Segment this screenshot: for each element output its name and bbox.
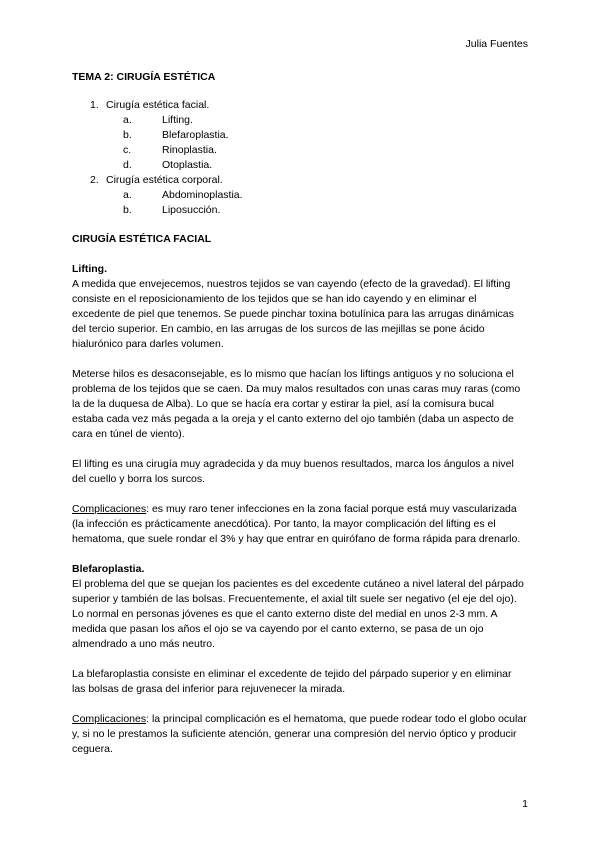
- outline-sublabel: Otoplastia.: [162, 159, 213, 171]
- outline-label: Cirugía estética facial.: [106, 99, 210, 111]
- section-heading: CIRUGÍA ESTÉTICA FACIAL: [72, 233, 212, 245]
- lifting-paragraph-3: El lifting es una cirugía muy agradecida y da muy buenos resultados, marca los ángulos a nivel del cuello y borra los surcos.: [72, 458, 514, 485]
- outline-sublabel: Lifting.: [162, 114, 193, 126]
- outline-subnumber: d.: [123, 159, 132, 171]
- complications-text: : la principal complicación es el hematoma, que puede rodear todo el globo ocular y, si no le prestamos la suficiente atención, generar una compresión del nervio óptico y producir ceguera.: [72, 713, 527, 755]
- outline-sublist: [106, 188, 527, 218]
- outline-number: 2.: [90, 174, 99, 186]
- outline-subitem: [106, 203, 527, 218]
- outline-subitem: [106, 113, 527, 128]
- outline-item: [72, 98, 527, 173]
- outline-subnumber: b.: [123, 129, 132, 141]
- outline-number: 1.: [90, 99, 99, 111]
- outline-subitem: [106, 143, 527, 158]
- lifting-complications: [72, 502, 527, 547]
- outline-sublabel: Rinoplastia.: [162, 144, 217, 156]
- document-body: [72, 70, 527, 772]
- lifting-paragraph-2: Meterse hilos es desaconsejable, es lo mismo que hacían los liftings antiguos y no soluciona el problema de los tejidos que se caen. Da muy malos resultados con unas caras muy raras (como la de la duquesa de Alba). Lo que se hacía era cortar y estirar la piel, así la comisura bucal estaba cada vez más pegada a la oreja y el canto externo del ojo también (daba un aspecto de cara en túnel de viento).: [72, 368, 521, 440]
- outline-subnumber: a.: [123, 189, 132, 201]
- page-number: 1: [522, 798, 528, 810]
- header-author: Julia Fuentes: [465, 38, 528, 50]
- lifting-paragraph-1: A medida que envejecemos, nuestros tejidos se van cayendo (efecto de la gravedad). El lifting consiste en el reposicionamiento de los tejidos que se han ido cayendo y en eliminar el excedente de piel que tenemos. Se puede pinchar toxina botulínica para las arrugas dinámicas del tercio superior. En cambio, en las arrugas de los surcos de las mejillas se pone ácido hialurónico para darles volumen.: [72, 278, 514, 350]
- outline-subitem: [106, 128, 527, 143]
- blefaroplastia-paragraph-1: El problema del que se quejan los pacientes es del excedente cutáneo a nivel lateral del párpado superior y también de las bolsas. Frecuentemente, el axial tilt suele ser negativo (el eje del ojo). Lo normal en personas jóvenes es que el canto externo diste del medial en unos 2-3 mm. A medida que pasan los años el ojo se va cayendo por el canto externo, se pasa de un ojo almendrado a uno más neutro.: [72, 578, 524, 650]
- outline-list: [72, 98, 527, 218]
- complications-label: Complicaciones: [72, 503, 147, 515]
- outline-sublist: [106, 113, 527, 173]
- outline-item: [72, 173, 527, 218]
- outline-subitem: [106, 158, 527, 173]
- document-title: TEMA 2: CIRUGÍA ESTÉTICA: [72, 71, 216, 83]
- outline-label: Cirugía estética corporal.: [106, 174, 223, 186]
- outline-sublabel: Abdominoplastia.: [162, 189, 243, 201]
- blefaroplastia-heading: Blefaroplastia.: [72, 563, 145, 575]
- outline-subnumber: a.: [123, 114, 132, 126]
- blefaroplastia-paragraph-2: La blefaroplastia consiste en eliminar el excedente de tejido del párpado superior y en eliminar las bolsas de grasa del inferior para rejuvenecer la mirada.: [72, 668, 512, 695]
- outline-sublabel: Liposucción.: [162, 204, 221, 216]
- lifting-heading: Lifting.: [72, 263, 107, 275]
- outline-subitem: [106, 188, 527, 203]
- outline-sublabel: Blefaroplastia.: [162, 129, 229, 141]
- outline-subnumber: c.: [123, 144, 132, 156]
- outline-subnumber: b.: [123, 204, 132, 216]
- complications-text: : es muy raro tener infecciones en la zona facial porque está muy vascularizada (la infección es prácticamente anecdótica). Por tanto, la mayor complicación del lifting es el hematoma, que suele rondar el 3% y hay que entrar en quirófano de forma rápida para drenarlo.: [72, 503, 521, 545]
- blefaroplastia-complications: [72, 712, 527, 757]
- complications-label: Complicaciones: [72, 713, 147, 725]
